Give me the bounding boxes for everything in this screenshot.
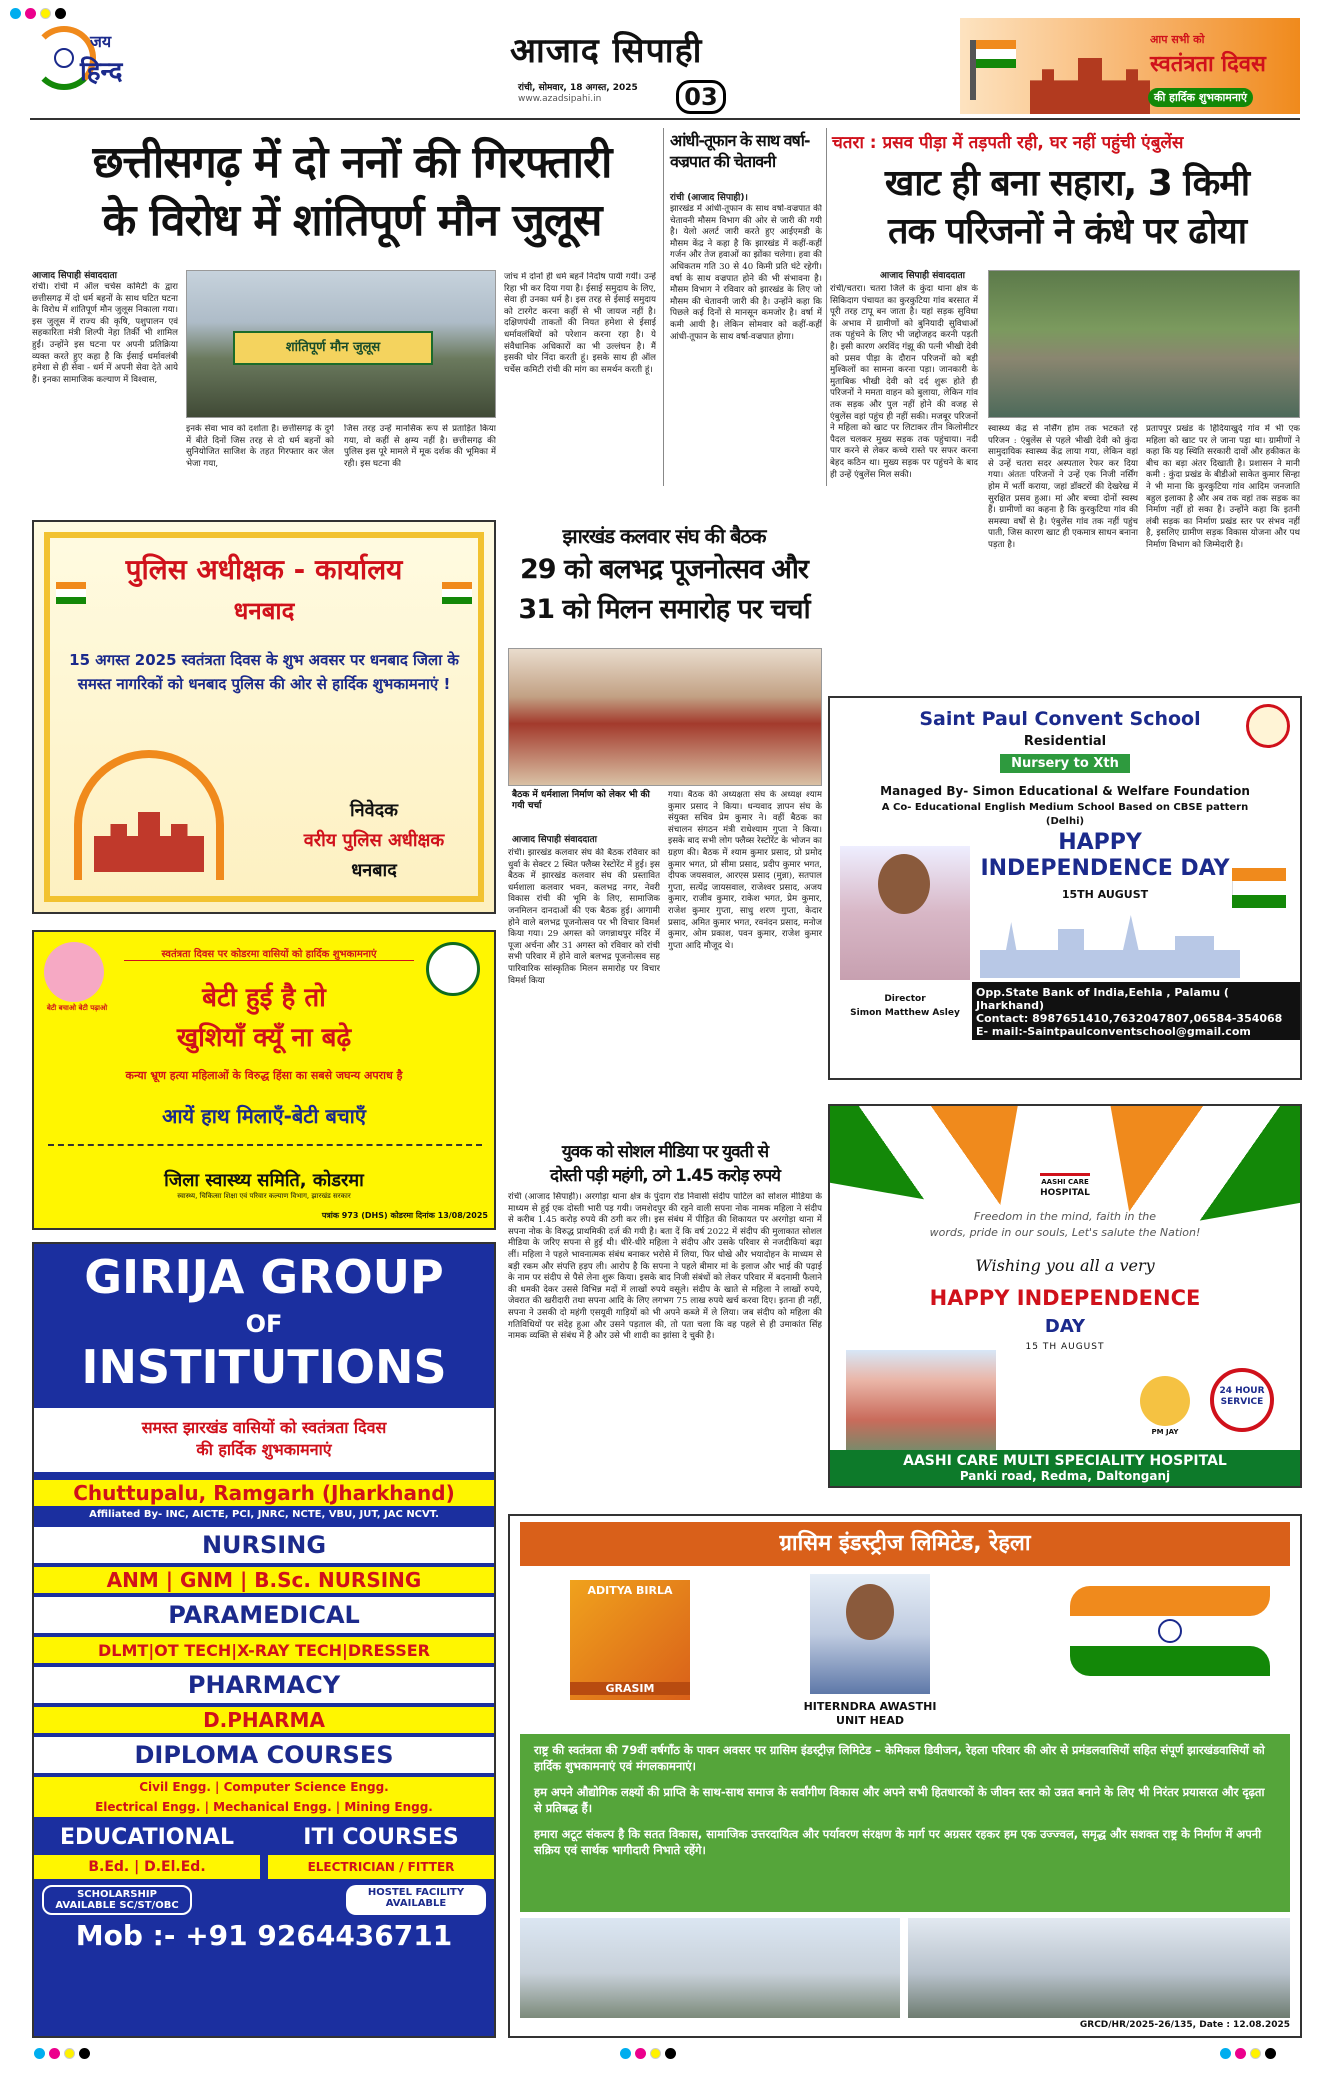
kalwar-col1: रांची। झारखंड कलवार संघ की बैठक रविवार को धुर्वा के सेक्टर 2 स्थित फ्लैव्स रेस्टोरेंट में हुई। इस बैठक में झारखंड कलवार संघ की प्रस्तावित धर्मशाला कलवार भवन, कलभद्र नगर, नेवरी विकास रांची की भूमि के लिए, सामाजिक जनमिलन दानदाओं की एक बैठक हुई। आगामी होने वाले बलभद्र पूजनोत्सव पर भी विचार विमर्श किया गया। 29 अगस्त को जगन्नाथपुर मंदिर में पूजा अर्चना और 31 अगस्त को रविवार को रांची सभी परिवार में होने वाले बलभद्र पूजनोत्सव सह पारिवारिक सांस्कृतिक मिलन समारोह पर विचार विमर्श किया [508, 848, 660, 986]
grasim-brand1: ADITYA BIRLA [587, 1584, 673, 1597]
police-ad-sign3: धनबाद [351, 860, 397, 881]
website: www.azadsipahi.in [518, 94, 602, 104]
school-happy: HAPPY [1058, 830, 1142, 855]
kalwar-headline-line0: झारखंड कलवार संघ की बैठक [562, 524, 766, 548]
lead-headline [32, 134, 672, 250]
hospital-name-bar [830, 1450, 1300, 1488]
girija-ad [32, 1242, 496, 2038]
fraud-text: रांची (आजाद सिपाही)। अरगोड़ा थाना क्षेत्र के पुंदाग रोड निवासी संदीप पाटिल को सोशल मीडिया के माध्यम से हुई एक दोस्ती भारी पड़ गयी। जमशेदपुर की रहने वाली सपना नोक नामक महिला ने संदीप से करीब 1.45 करोड़ रुपये की ठगी कर ली। इस संबंध में पीड़ित की शिकायत पर अरगोड़ा थाना में सपना नोक के विरुद्ध प्राथमिकी दर्ज की गयी है। बता दें कि वर्ष 2022 में संदीप की मुलाकात सोशल मीडिया के जरिए सपना से हुई थी। धीरे-धीरे महिला ने संदीप और उसके परिवार से नजदीकियां बढ़ा लीं। महिला ने पहले भावनात्मक संबंध बनाकर भरोसे में लिया, फिर धोखे और भयादोहन के माध्यम से बड़ी रकम और संपत्ति हड़प ली। आरोप है कि सपना ने पहले बीमार मां के इलाज और भाई की पढ़ाई के नाम पर संदीप से पैसे लेना शुरू किया। इसके बाद निजी संबंधों को लेकर परिवार में बदनामी फैलाने की धमकी देकर उससे विभिन्न मदों में लाखों रुपये वसूले। संदीप के खाते से महिला ने लाखों रुपये, जेवरात की खरीदारी तथा सपना आदि के लिए लगभग 75 लाख रुपये खर्च करवा दिए। इतना ही नहीं, सपना ने उसकी दो महंगी एसयूवी गाड़ियों को भी अपने कब्जे में ले लिया। जब संदीप को महिला की गतिविधियों पर संदेह हुआ और उसने पड़ताल की, तो पता चला कि वह पहले से ही उमाकांत सिंह नामक व्यक्ति से संबंध में है और उसे भी शादी का झांसा दे चुकी है। [508, 1192, 822, 1342]
hospital-date: 15 TH AUGUST [1025, 1342, 1105, 1352]
girija-nursing-list: ANM | GNM | B.Sc. NURSING [34, 1567, 494, 1593]
storm-text: झारखंड में आंधी-तूफान के साथ वर्षा-वज्रपात की चेतावनी मौसम विभाग की ओर से जारी की गयी है। येलो अलर्ट जारी करते हुए आईएमडी के मौसम केंद्र ने कहा है कि झारखंड में कहीं-कहीं गर्जन और तेज हवाओं का झोंका चलेगा। हवा की अधिकतम गति 30 से 40 किमी प्रति घंटे रहेगी। वर्षा के साथ वज्रपात होने की भी संभावना है। मौसम विभाग ने रविवार को झारखंड के लिए जो मौसम की चेतावनी जारी की है। उन्होंने कहा कि पिछले कई दिनों से मानसून कमजोर है। वर्षा में कमी आयी है। लेकिन सोमवार को कहीं-कहीं आंधी-तूफान के साथ वर्षा-वज्रपात होगा। [670, 204, 822, 342]
service-badge-text: 24 HOUR SERVICE [1219, 1386, 1265, 1407]
kalwar-headline-line1: 29 को बलभद्र पूजनोत्सव और [520, 554, 808, 585]
girija-mobile: Mob :- +91 9264436711 [75, 1919, 453, 1952]
registration-marks-bottom-center [620, 2044, 680, 2063]
grasim-ad [508, 1514, 1302, 2038]
police-ad-title: पुलिस अधीक्षक - कार्यालय [125, 553, 403, 586]
school-address: Opp.State Bank of India,Eehla , Palamu ( Jharkhand) [976, 986, 1229, 1012]
factory-photo-left [520, 1918, 900, 2018]
chatra-photo [988, 270, 1300, 418]
chakra-icon [54, 48, 74, 68]
jai-hind-logo [32, 18, 142, 98]
grasim-para3: हमारा अटूट संकल्प है कि सतत विकास, सामाजिक उत्तरदायित्व और पर्यावरण संरक्षण के मार्ग पर अग्रसर रहकर हम एक उज्ज्वल, समृद्ध और सशक्त राष्ट्र के निर्माण में अपनी सक्रिय एवं सार्थक भागीदारी निभाते रहेंगे। [534, 1827, 1262, 1857]
girija-bed: B.Ed. | D.El.Ed. [34, 1855, 260, 1879]
skyline-icon [980, 908, 1240, 978]
chatra-kicker [832, 130, 1302, 153]
storm-dateline: रांची (आजाद सिपाही)। [670, 193, 748, 203]
lead-byline: आजाद सिपाही संवाददाता [32, 271, 117, 281]
kalwar-headline-line2: 31 को मिलन समारोह पर चर्चा [518, 594, 810, 625]
kalwar-byline: आजाद सिपाही संवाददाता [512, 835, 597, 845]
police-ad-sign2: वरीय पुलिस अधीक्षक [303, 830, 445, 851]
beti-bachao-text: बेटी बचाओ बेटी पढ़ाओ [46, 1004, 108, 1012]
grasim-person-title: UNIT HEAD [836, 1714, 904, 1727]
police-ad-city: धनबाद [233, 597, 295, 625]
police-ad [32, 520, 496, 914]
lead-col3: जिस तरह उन्हें मानसिक रूप से प्रताड़ित किया गया, वो कहीं से क्षम्य नहीं है। छत्तीसगढ़ की पुलिस इस पूरे मामले में मूक दर्शक की भूमिका में रही। इस घटना की [344, 424, 496, 469]
flag-icon [442, 582, 472, 604]
girija-affil: Affiliated By- INC, AICTE, PCI, JNRC, NCTE, VBU, JUT, JAC NCVT. [89, 1509, 439, 1520]
school-director-name: Simon Matthew Asley [850, 1008, 960, 1018]
health-ad-org: जिला स्वास्थ्य समिति, कोडरमा [164, 1170, 364, 1191]
flag-brush-icon [1070, 1586, 1270, 1686]
girija-diploma-list1: Civil Engg. | Computer Science Engg. [34, 1777, 494, 1797]
hospital-ad [828, 1104, 1302, 1488]
flag-icon [976, 40, 1016, 68]
school-classes: Nursery to Xth [1000, 754, 1130, 773]
pmjay-label: PM JAY [1151, 1428, 1179, 1436]
chatra-col2: स्वास्थ्य केंद्र से नर्सिंग होम तक भटकते रहे परिजन : एंबुलेंस से पहले भीखी देवी को कुंदा सामुदायिक स्वास्थ्य केंद्र लाया गया, लेकिन वहां से उन्हें चतरा सदर अस्पताल रेफर कर दिया गया। अंततः परिजनों ने उन्हें एक निजी नर्सिंग होम में भर्ती कराया, जहां डॉक्टरों की देखरेख में सुरक्षित प्रसव हुआ। मां और बच्चा दोनों स्वस्थ हैं। ग्रामीणों का कहना है कि कुरकुटिया गांव की समस्या वर्षों से है। एंबुलेंस गांव तक नहीं पहुंच पाती, जिस कारण खाट ही एकमात्र साधन बनाना पड़ता है। [988, 424, 1138, 550]
grasim-title: ग्रासिम इंडस्ट्रीज लिमिटेड, रेहला [520, 1522, 1290, 1566]
health-ad-top: स्वतंत्रता दिवस पर कोडरमा वासियों को हार्दिक शुभकामनाएं [124, 946, 414, 961]
school-director-label: Director [884, 994, 926, 1004]
pmjay-logo [1140, 1376, 1190, 1426]
school-contact: Contact: 8987651410,7632047807,06584-354068 [976, 1012, 1283, 1025]
hospital-quote2: words, pride in our souls, Let's salute the Nation! [929, 1226, 1201, 1239]
lead-col4: जांच में दोनों ही धर्म बहनें निर्दोष पायी गयीं। उन्हें रिहा भी कर दिया गया है। ईसाई समुदाय के लिए, सेवा ही उनका धर्म है। इस तरह से ईसाई समुदाय को टारगेट करना कहीं से भी जायज नहीं है। दक्षिणपंथी ताकतों की नियत हमेशा से ईसाई धर्मावलंबियों को परेशान करना रहा है। ये संवैधानिक अधिकारों का भी उल्लंघन है। मैं इसकी घोर निंदा करती हूं। इसके साथ ही ऑल चर्चेस कमिटी रांची की मांग का समर्थन करती हूं। [504, 272, 656, 375]
school-pattern: A Co- Educational English Medium School Based on CBSE pattern [881, 802, 1249, 813]
grasim-person-name: HITERNDRA AWASTHI [803, 1700, 937, 1713]
fraud-headline-line2: दोस्ती पड़ी महंगी, ठगे 1.45 करोड़ रुपये [549, 1166, 780, 1186]
health-ad-line3: कन्या भ्रूण हत्या महिलाओं के विरुद्ध हिंसा का सबसे जघन्य अपराध है [125, 1069, 403, 1082]
service-badge [1210, 1368, 1274, 1432]
divider [826, 128, 827, 486]
storm-headline: आंधी-तूफान के साथ वर्षा-वज्रपात की चेतावनी [670, 131, 810, 171]
registration-marks-bottom-right [1220, 2044, 1280, 2063]
school-ad [828, 696, 1302, 1080]
banner-line2: स्वतंत्रता दिवस [1150, 52, 1266, 77]
hospital-quote1: Freedom in the mind, faith in the [973, 1210, 1157, 1223]
chatra-headline-line1: खाट ही बना सहारा, 3 किमी [884, 163, 1250, 204]
chatra-kicker-text: प्रसव पीड़ा में तड़पती रही, घर नहीं पहुंची एंबुलेंस [882, 133, 1184, 153]
hospital-name: AASHI CARE MULTI SPECIALITY HOSPITAL [903, 1453, 1227, 1469]
divider [663, 128, 664, 486]
girija-title1: GIRIJA GROUP [84, 1250, 444, 1304]
page-number: 03 [676, 80, 726, 114]
girija-diploma: DIPLOMA COURSES [34, 1737, 494, 1773]
hospital-wishing: Wishing you all a very [975, 1256, 1155, 1275]
girija-pharmacy: PHARMACY [34, 1667, 494, 1703]
chatra-col1: रांची/चतरा। चतरा जिले के कुंदा थाना क्षेत्र के सिकिदाग पंचायत का कुरकुटिया गांव बरसात में पूरी तरह टापू बन जाता है। यहां सड़क सुविधा के अभाव में ग्रामीणों को बुनियादी सुविधाओं तक पहुंचने के लिए भी जद्दोजहद करनी पड़ती है। इसी कारण अरविंद गंझू की पत्नी भीखी देवी को प्रसव पीड़ा के दौरान परिजनों को बड़ी मुश्किलों का सामना करना पड़ा। जानकारी के मुताबिक भीखी देवी को दर्द शुरू होते ही परिजनों ने ममता वाहन को बुलाया, लेकिन गांव तक सड़क और पुल नहीं होने की वजह से एंबुलेंस वहां पहुंच ही नहीं सकी। मजबूर परिजनों ने महिला को खाट पर लिटाकर तीन किलोमीटर पैदल चलकर मुख्य सड़क तक पहुंचाया। नदी पार करने से लेकर कच्चे रास्ते पर सफर करना बेहद कठिन था। मुख्य सड़क पर पहुंचने के बाद ही उन्हें एंबुलेंस मिल सकी। [830, 284, 978, 480]
chatra-headline-line2: तक परिजनों ने कंधे पर ढोया [887, 211, 1247, 252]
hospital-logo-icon [1040, 1150, 1090, 1176]
school-delhi: (Delhi) [1045, 816, 1085, 827]
health-ad-slogan2: खुशियाँ क्यूँ ना बढ़े [176, 1023, 352, 1053]
girija-greet1: समस्त झारखंड वासियों को स्वतंत्रता दिवस [141, 1418, 387, 1437]
red-fort-icon [1030, 58, 1150, 114]
girija-educational: EDUCATIONAL [34, 1821, 260, 1853]
lead-photo [186, 270, 496, 418]
hospital-logo-line2: HOSPITAL [1040, 1188, 1090, 1198]
grasim-para1: राष्ट्र की स्वतंत्रता की 79वीं वर्षगाँठ के पावन अवसर पर ग्रासिम इंडस्ट्रीज़ लिमिटेड – केमिकल डिवीजन, रेहला परिवार की ओर से प्रमंडलवासियों सहित संपूर्ण झारखंडवासियों को हार्दिक शुभकामनाएं एवं मंगलकामनाएं। [534, 1743, 1265, 1773]
child-flag-icon [1232, 868, 1286, 908]
logo-line1: जय [90, 32, 112, 51]
girija-title3: INSTITUTIONS [81, 1340, 447, 1394]
logo-line2: हिन्द [80, 57, 123, 87]
grasim-brand2: GRASIM [570, 1682, 690, 1695]
chatra-kicker-label: चतरा : [832, 133, 877, 153]
independence-banner [960, 18, 1300, 114]
girija-hostel: HOSTEL FACILITY AVAILABLE [346, 1885, 486, 1915]
girija-paramedical: PARAMEDICAL [34, 1597, 494, 1633]
kalwar-photo [508, 648, 822, 786]
school-managed: Managed By- Simon Educational & Welfare Foundation [880, 784, 1250, 798]
health-ad [32, 930, 496, 1230]
hospital-address: Panki road, Redma, Daltonganj [959, 1469, 1171, 1483]
hospital-happy: HAPPY INDEPENDENCE [929, 1286, 1201, 1310]
kalwar-headline [506, 522, 822, 630]
factory-photo-right [908, 1918, 1290, 2018]
girija-location: Chuttupalu, Ramgarh (Jharkhand) [34, 1480, 494, 1506]
girija-paramedical-list: DLMT|OT TECH|X-RAY TECH|DRESSER [34, 1637, 494, 1663]
lead-headline-line2: के विरोध में शांतिपूर्ण मौन जुलूस [102, 195, 602, 246]
girija-greet2: की हार्दिक शुभकामनाएं [196, 1440, 332, 1459]
school-contact-box [972, 982, 1300, 1040]
lead-col2: इनके सेवा भाव को दर्शाता है। छत्तीसगढ़ के दुर्ग में बीते दिनों जिस तरह से दो धर्म बहनों को सुनियोजित साजिश के तहत गिरफ्तार कर जेल भेजा गया, [186, 424, 334, 469]
girija-nursing: NURSING [34, 1527, 494, 1563]
director-photo [840, 846, 970, 980]
chatra-col3: प्रतापपुर प्रखंड के हिंदियाखुर्द गांव में भी एक महिला को खाट पर ले जाना पड़ा था। ग्रामीणों ने कहा कि यह स्थिति सरकारी दावों और हकीकत के बीच का बड़ा अंतर दिखाती है। प्रशासन ने मानी कमी : कुंदा प्रखंड के बीडीओ साकेत कुमार सिन्हा ने भी माना कि कुरकुटिया गांव आदिम जनजाति बहुल इलाका है और अब तक वहां तक सड़क का निर्माण नहीं हो सका है। उन्होंने कहा कि इतनी लंबी सड़क का निर्माण प्रखंड स्तर पर संभव नहीं है, इसलिए ग्रामीण सड़क विकास योजना और पथ निर्माण विभाग को जिम्मेदारी है। [1146, 424, 1300, 550]
dateline: रांची, सोमवार, 18 अगस्त, 2025 [518, 83, 638, 93]
banner-line3: की हार्दिक शुभकामनाएं [1148, 88, 1253, 107]
girija-greet-box [34, 1408, 494, 1472]
health-ad-ref: पत्रांक 973 (DHS) कोडरमा दिनांक 13/08/2025 [321, 1211, 488, 1220]
lead-headline-line1: छत्तीसगढ़ में दो ननों की गिरफ्तारी [92, 137, 612, 188]
hospital-logo-line1: AASHI CARE [1041, 1178, 1089, 1186]
school-type: Residential [1023, 734, 1107, 749]
kalwar-col2: गया। बैठक की अध्यक्षता संघ के अध्यक्ष श्याम कुमार प्रसाद ने किया। धन्यवाद ज्ञापन संघ के संयुक्त सचिव प्रेम कुमार ने। वहीं बैठक का संचालन संगठन मंत्री राधेश्याम गुप्ता ने किया। इसके बाद सभी लोग फ्लैव्स रेस्टोरेंट के भोजन का ग्रहण की। बैठक में श्याम कुमार प्रसाद, प्रो प्रमोद कुमार भगत, प्रो सीमा प्रसाद, प्रदीप कुमार भगत, दीपक जयसवाल, आरएस प्रसाद (मुन्ना), सतपाल गुप्ता, सत्येंद्र जायसवाल, राजेश्वर प्रसाद, अजय कुमार, राजीव कुमार, राकेश भगत, प्रेम कुमार, राजेश कुमार गुप्ता, साधु शरण गुप्ता, केदार प्रसाद, अमित कुमार भगत, रवनंदन प्रसाद, मनोज कुमार, ओम प्रकाश, पवन कुमार, राजेश कुमार गुप्ता आदि मौजूद थे। [668, 790, 822, 951]
health-ad-org-sub: स्वास्थ्य, चिकित्सा शिक्षा एवं परिवार कल्याण विभाग, झारखंड सरकार [177, 1192, 351, 1200]
girija-dpharma: D.PHARMA [34, 1707, 494, 1733]
flag-icon [56, 582, 86, 604]
banner-line1: आप सभी को [1150, 33, 1205, 46]
lead-photo-banner: शांतिपूर्ण मौन जुलूस [233, 331, 433, 365]
girija-iti: ITI COURSES [268, 1821, 494, 1853]
hospital-building-photo [846, 1350, 996, 1450]
police-ad-sign1: निवेदक [349, 800, 399, 821]
paper-name: आजाद सिपाही [510, 31, 703, 71]
girija-title2: OF [245, 1310, 283, 1338]
masthead-rule [30, 118, 1300, 120]
fraud-headline-line1: युवक को सोशल मीडिया पर युवती से [561, 1142, 769, 1162]
girija-diploma-list2: Electrical Engg. | Mechanical Engg. | Mining Engg. [34, 1797, 494, 1817]
fraud-headline [508, 1140, 822, 1188]
girija-scholarship: SCHOLARSHIP AVAILABLE SC/ST/OBC [42, 1885, 192, 1915]
grasim-para2: हम अपने औद्योगिक लक्ष्यों की प्राप्ति के साथ-साथ समाज के सर्वांगीण विकास और अपने सभी हितधारकों के जीवन स्तर को उन्नत बनाने के लिए भी निरंतर प्रयासरत और दृढ़ता से प्रतिबद्ध हैं। [534, 1785, 1265, 1815]
health-ad-slogan1: बेटी हुई है तो [202, 983, 326, 1013]
school-name: Saint Paul Convent School [919, 708, 1201, 730]
police-ad-message: 15 अगस्त 2025 स्वतंत्रता दिवस के शुभ अवसर पर धनबाद जिला के समस्त नागरिकों को धनबाद पुलिस की ओर से हार्दिक शुभकामनाएं ! [69, 651, 459, 693]
lead-col1: रांची। रांची में ऑल चर्चेस कमिटी के द्वारा छत्तीसगढ़ में दो धर्म बहनों के साथ घटित घटना के विरोध में शांतिपूर्ण मौन जुलूस निकाला गया। इस जुलूस में राज्य की कृषि, पशुपालन एवं सहकारिता मंत्री शिल्पी नेहा तिर्की भी शामिल हुईं। उन्होंने इस घटना पर अपनी प्रतिक्रिया व्यक्त करते हुए कहा है कि ईसाई धर्मावलंबी हमेशा से ही सेवा - धर्म में अपनी सेवा देते आये हैं। इनका सामाजिक कल्याण में विश्वास, [32, 282, 178, 385]
school-independence-day: INDEPENDENCE DAY [980, 856, 1230, 881]
grasim-text-box [520, 1734, 1290, 1912]
unit-head-photo [810, 1574, 930, 1694]
chatra-byline: आजाद सिपाही संवाददाता [880, 271, 965, 281]
health-ad-line4: आयें हाथ मिलाएँ-बेटी बचाएँ [162, 1104, 366, 1128]
girija-electrician: ELECTRICIAN / FITTER [268, 1855, 494, 1879]
registration-marks-bottom-left [34, 2044, 94, 2063]
grasim-ref: GRCD/HR/2025-26/135, Date : 12.08.2025 [1079, 2020, 1290, 2030]
kalwar-caption: बैठक में धर्मशाला निर्माण को लेकर भी की गयी चर्चा [512, 790, 650, 811]
chatra-headline [832, 160, 1302, 256]
hospital-day: DAY [1044, 1316, 1086, 1337]
school-date: 15TH AUGUST [1061, 888, 1149, 901]
school-email: E- mail:-Saintpaulconventschool@gmail.com [976, 1025, 1251, 1038]
